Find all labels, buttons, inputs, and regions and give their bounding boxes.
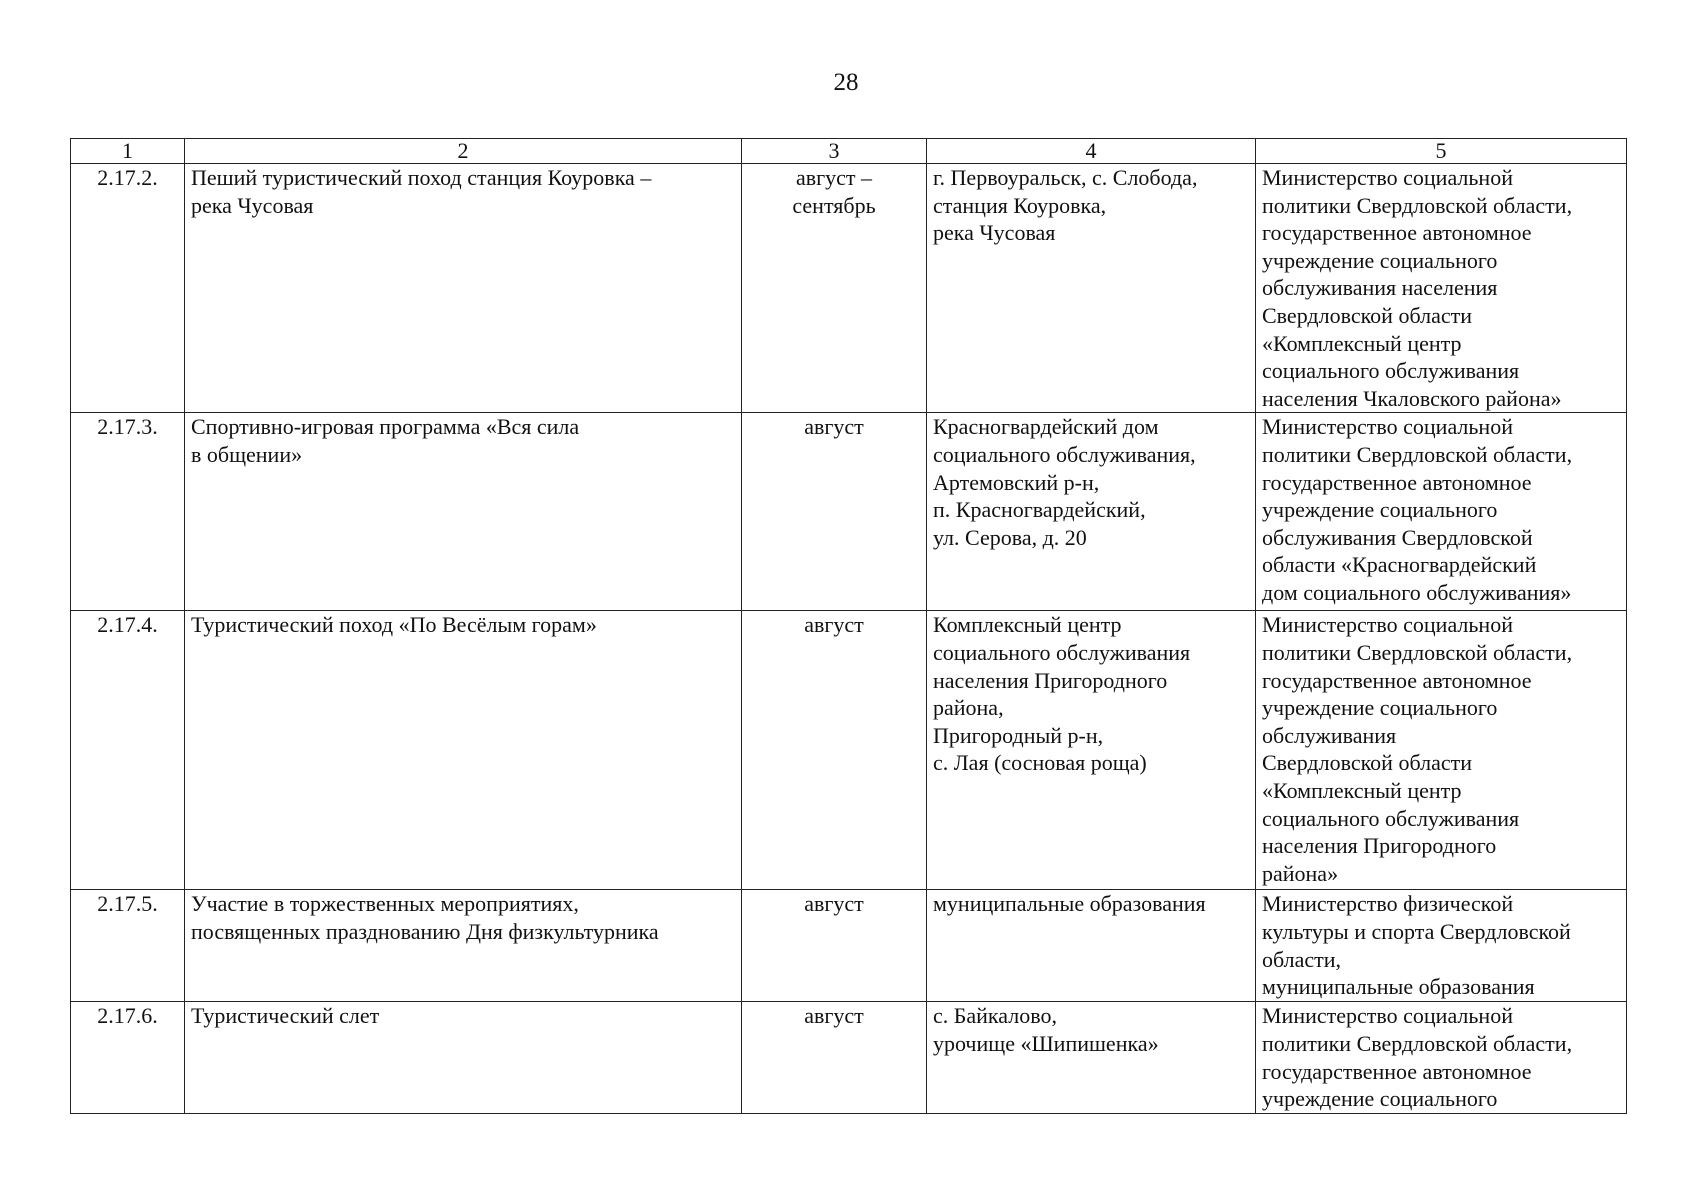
event-organizer: Министерство социальной политики Свердловской области, государственное автономное учреждение социального обслуживания Свердловской области «Красногвардейский дом социального обслуживания»	[1256, 413, 1627, 611]
event-date: август	[742, 413, 927, 611]
event-organizer: Министерство социальной политики Свердловской области, государственное автономное учреждение социального обслуживания населения Свердловской области «Комплексный центр социального обслуживания населения Чкаловского района»	[1256, 164, 1627, 413]
table-row	[71, 890, 1627, 1002]
column-header-3: 3	[742, 139, 927, 164]
event-date: август	[742, 1002, 927, 1114]
table-row	[71, 611, 1627, 890]
event-name: Туристический слет	[185, 1002, 742, 1114]
column-header-4: 4	[927, 139, 1256, 164]
column-header-2: 2	[185, 139, 742, 164]
event-place: муниципальные образования	[927, 890, 1256, 1002]
event-place: с. Байкалово, урочище «Шипишенка»	[927, 1002, 1256, 1114]
event-organizer: Министерство социальной политики Свердловской области, государственное автономное учреждение социального обслуживания Свердловской области «Комплексный центр социального обслуживания населения Пригородного района»	[1256, 611, 1627, 890]
event-name: Спортивно-игровая программа «Вся сила в общении»	[185, 413, 742, 611]
event-organizer: Министерство физической культуры и спорта Свердловской области, муниципальные образования	[1256, 890, 1627, 1002]
table-row	[71, 413, 1627, 611]
event-organizer: Министерство социальной политики Свердловской области, государственное автономное учреждение социального	[1256, 1002, 1627, 1114]
event-place: Красногвардейский дом социального обслуживания, Артемовский р-н, п. Красногвардейский, ул. Серова, д. 20	[927, 413, 1256, 611]
event-place: г. Первоуральск, с. Слобода, станция Коуровка, река Чусовая	[927, 164, 1256, 413]
row-number: 2.17.4.	[71, 611, 185, 890]
row-number: 2.17.3.	[71, 413, 185, 611]
event-name: Участие в торжественных мероприятиях, посвященных празднованию Дня физкультурника	[185, 890, 742, 1002]
event-date: август	[742, 890, 927, 1002]
row-number: 2.17.5.	[71, 890, 185, 1002]
event-name: Пеший туристический поход станция Коуровка – река Чусовая	[185, 164, 742, 413]
event-place: Комплексный центр социального обслуживания населения Пригородного района, Пригородный р-н, с. Лая (сосновая роща)	[927, 611, 1256, 890]
event-name: Туристический поход «По Весёлым горам»	[185, 611, 742, 890]
events-table	[70, 138, 1627, 1114]
event-date: август	[742, 611, 927, 890]
column-header-1: 1	[71, 139, 185, 164]
row-number: 2.17.6.	[71, 1002, 185, 1114]
column-header-5: 5	[1256, 139, 1627, 164]
row-number: 2.17.2.	[71, 164, 185, 413]
table-row	[71, 164, 1627, 413]
event-date: август – сентябрь	[742, 164, 927, 413]
table-row	[71, 1002, 1627, 1114]
page-number: 28	[833, 69, 859, 96]
table-header-row	[71, 139, 1627, 164]
